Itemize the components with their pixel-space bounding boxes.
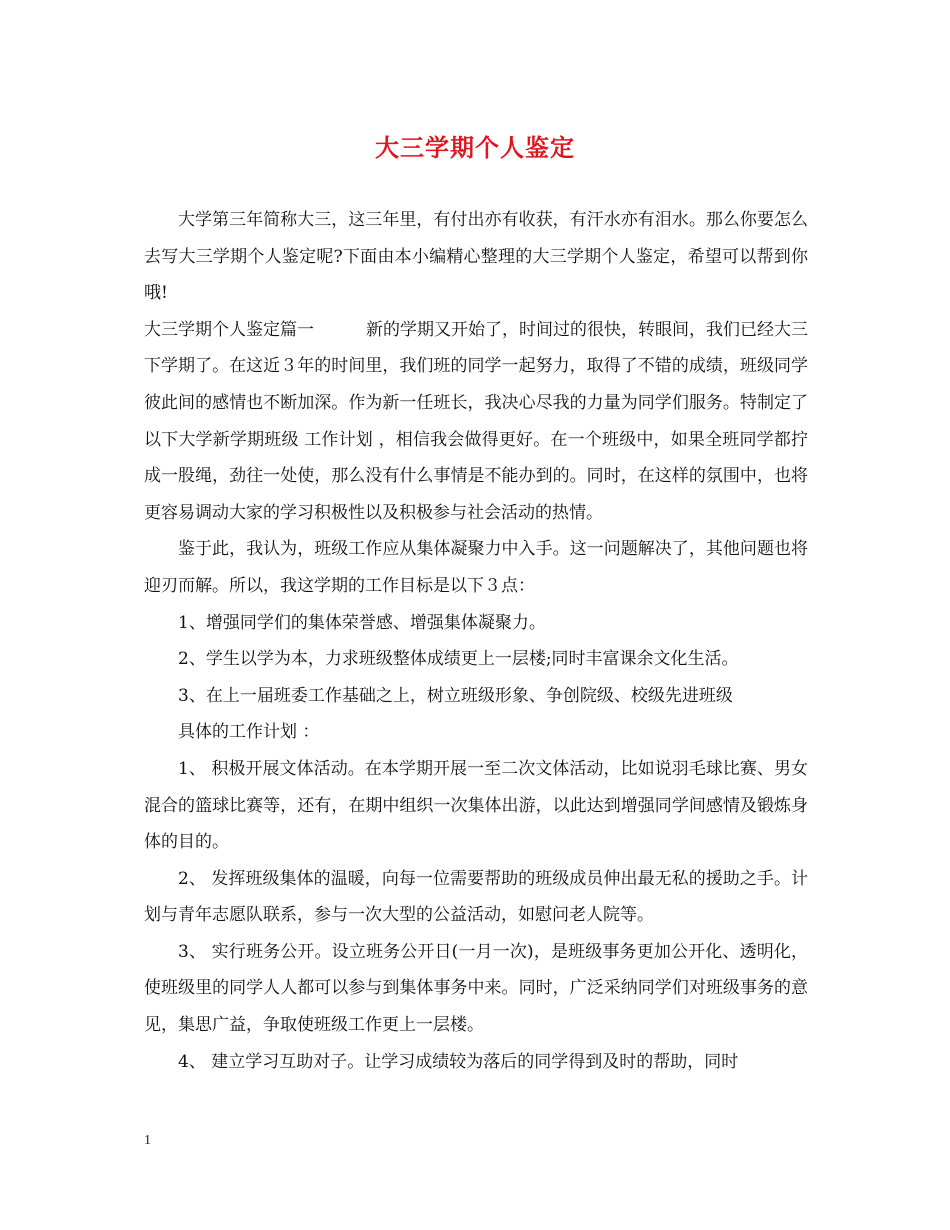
goal-item: 3、在上一届班委工作基础之上，树立班级形象、争创院级、校级先进班级 xyxy=(178,685,733,706)
plan-item: 2、 发挥班级集体的温暖，向每一位需要帮助的班级成员伸出最无私的援助之手。计划与青年志愿队联系，参与一次大型的公益活动，如慰问老人院等。 xyxy=(144,868,808,926)
plan-heading: 具体的工作计划 ： xyxy=(178,722,320,743)
focus-paragraph: 鉴于此，我认为，班级工作应从集体凝聚力中入手。这一问题解决了，其他问题也将迎刃而解。所以，我这学期的工作目标是以下３点： xyxy=(144,539,808,596)
plan-item: 4、 建立学习互助对子。让学习成绩较为落后的同学得到及时的帮助，同时 xyxy=(178,1051,739,1072)
intro-paragraph: 大学第三年简称大三，这三年里，有付出亦有收获，有汗水亦有泪水。那么你要怎么去写大三学期个人鉴定呢?下面由本小编精心整理的大三学期个人鉴定，希望可以帮到你哦! xyxy=(144,210,808,304)
document-title: 大三学期个人鉴定 xyxy=(375,134,575,162)
goal-item: 2、学生以学为本，力求班级整体成绩更上一层楼;同时丰富课余文化生活。 xyxy=(178,649,739,670)
page-number: 1 xyxy=(144,1133,151,1148)
goal-item: 1、增强同学们的集体荣誉感、增强集体凝聚力。 xyxy=(178,612,546,633)
plan-item: 1、 积极开展文体活动。在本学期开展一至二次文体活动，比如说羽毛球比赛、男女混合的篮球比赛等，还有，在期中组织一次集体出游，以此达到增强同学间感情及锻炼身体的目的。 xyxy=(144,758,808,853)
section-heading: 大三学期个人鉴定篇一 xyxy=(144,319,314,340)
document-body xyxy=(144,202,808,1080)
section-paragraph xyxy=(144,312,808,532)
plan-item: 3、 实行班务公开。设立班务公开日(一月一次)，是班级事务更加公开化、透明化，使班级里的同学人人都可以参与到集体事务中来。同时，广泛采纳同学们对班级事务的意见，集思广益，争取使班级工作更上一层楼。 xyxy=(144,941,808,1036)
section-text: 新的学期又开始了，时间过的很快，转眼间，我们已经大三下学期了。在这近３年的时间里，我们班的同学一起努力，取得了不错的成绩，班级同学彼此间的感情也不断加深。作为新一任班长，我决心尽我的力量为同学们服务。特制定了以下大学新学期班级 工作计划 ，相信我会做得更好。在一个班级中，如果全班同学都拧成一股绳，劲往一处使，那么没有什么事情是不能办到的。同时，在这样的氛围中，也将更容易调动大家的学习积极性以及积极参与社会活动的热情。 xyxy=(144,319,808,523)
